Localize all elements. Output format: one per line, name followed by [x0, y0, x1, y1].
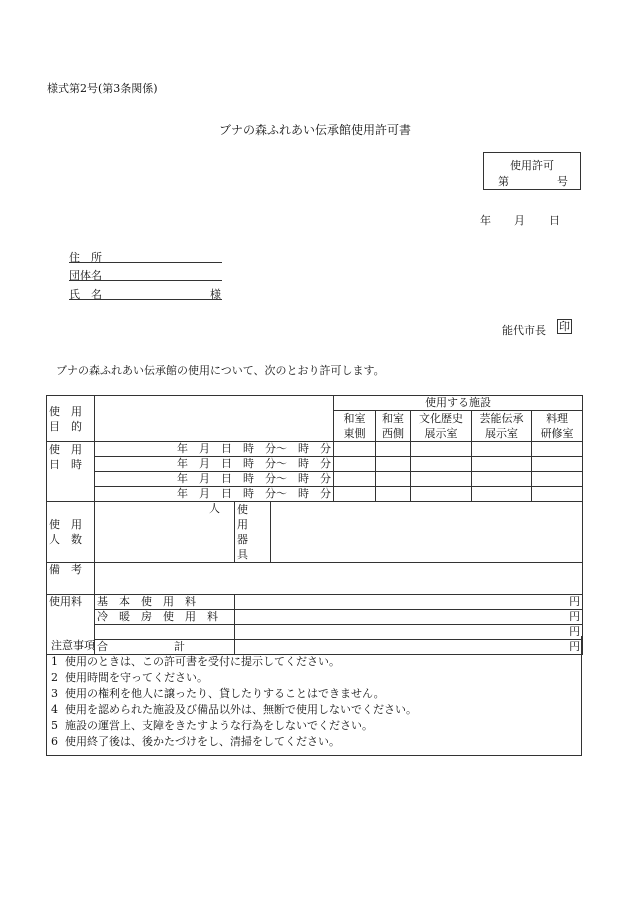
persons-unit: 人	[209, 502, 220, 515]
total-label: 合 計	[95, 640, 235, 655]
facility-check[interactable]	[411, 442, 472, 457]
note-item: 3 使用の権利を他人に譲ったり、貸したりすることはできません。	[51, 687, 385, 700]
permit-label: 使用許可	[510, 159, 554, 172]
facility-check[interactable]	[532, 472, 583, 487]
name-label: 氏 名	[69, 288, 102, 301]
facility-check[interactable]	[472, 472, 532, 487]
group-label: 団体名	[69, 269, 102, 282]
facility-check[interactable]	[376, 472, 411, 487]
purpose-label: 使 用 目 的	[47, 396, 95, 442]
facility-check[interactable]	[532, 442, 583, 457]
facility-header: 芸能伝承 展示室	[472, 411, 532, 442]
address-field[interactable]	[69, 262, 222, 263]
fee-label: 使用料	[47, 595, 95, 655]
note-item: 2 使用時間を守ってください。	[51, 671, 208, 684]
address-label: 住 所	[69, 251, 102, 264]
hvac-fee-field[interactable]: 円	[235, 610, 583, 625]
facility-check[interactable]	[334, 487, 376, 502]
facility-check[interactable]	[411, 472, 472, 487]
document-title: ブナの森ふれあい伝承館使用許可書	[218, 123, 411, 137]
persons-field[interactable]	[95, 502, 235, 563]
remarks-label: 備 考	[47, 563, 95, 595]
purpose-field[interactable]	[95, 396, 334, 442]
seal-mark: 印	[559, 320, 570, 333]
date-month: 月	[514, 214, 525, 227]
issuer-title: 能代市長	[502, 324, 546, 337]
equipment-field[interactable]	[271, 502, 583, 563]
facility-header: 文化歴史 展示室	[411, 411, 472, 442]
datetime-label: 使 用 日 時	[47, 442, 95, 502]
persons-label: 使 用 人 数	[47, 502, 95, 563]
facility-check[interactable]	[472, 487, 532, 502]
facility-check[interactable]	[532, 457, 583, 472]
intro-text: ブナの森ふれあい伝承館の使用について、次のとおり許可します。	[56, 364, 385, 377]
facility-header: 和室 西側	[376, 411, 411, 442]
facility-check[interactable]	[472, 442, 532, 457]
date-day: 日	[549, 214, 560, 227]
basic-fee-field[interactable]: 円	[235, 595, 583, 610]
equipment-label: 使 用 器 具	[235, 502, 271, 563]
facility-check[interactable]	[334, 472, 376, 487]
note-item: 6 使用終了後は、後かたづけをし、清掃をしてください。	[51, 735, 340, 748]
facility-check[interactable]	[334, 442, 376, 457]
hvac-fee-label: 冷 暖 房 使 用 料	[95, 610, 235, 625]
facility-check[interactable]	[376, 487, 411, 502]
notes-title: 注意事項	[51, 639, 95, 652]
notes-section	[46, 636, 582, 756]
facility-header: 料理 研修室	[532, 411, 583, 442]
note-item: 1 使用のときは、この許可書を受付に提示してください。	[51, 655, 340, 668]
permit-suffix: 号	[557, 175, 568, 188]
permit-prefix: 第	[498, 175, 509, 188]
facility-check[interactable]	[532, 487, 583, 502]
group-field[interactable]	[69, 280, 222, 281]
facility-check[interactable]	[472, 457, 532, 472]
datetime-row[interactable]: 年 月 日 時 分～ 時 分	[95, 472, 334, 487]
total-field[interactable]: 円	[235, 640, 583, 655]
extra-fee-field[interactable]: 円	[235, 625, 583, 640]
name-field[interactable]	[69, 299, 222, 300]
datetime-row[interactable]: 年 月 日 時 分～ 時 分	[95, 487, 334, 502]
remarks-field[interactable]	[95, 563, 583, 595]
facilities-header: 使用する施設	[334, 396, 583, 411]
honorific: 様	[210, 288, 221, 301]
datetime-row[interactable]: 年 月 日 時 分～ 時 分	[95, 457, 334, 472]
datetime-row[interactable]: 年 月 日 時 分～ 時 分	[95, 442, 334, 457]
date-year: 年	[480, 214, 491, 227]
facility-check[interactable]	[411, 457, 472, 472]
note-item: 5 施設の運営上、支障をきたすような行為をしないでください。	[51, 719, 373, 732]
facility-check[interactable]	[376, 442, 411, 457]
facility-header: 和室 東側	[334, 411, 376, 442]
facility-check[interactable]	[334, 457, 376, 472]
facility-check[interactable]	[376, 457, 411, 472]
note-item: 4 使用を認められた施設及び備品以外は、無断で使用しないでください。	[51, 703, 417, 716]
permit-table	[46, 395, 583, 655]
permit-number-box	[483, 152, 581, 190]
form-number: 様式第2号(第3条関係)	[47, 82, 158, 95]
facility-check[interactable]	[411, 487, 472, 502]
basic-fee-label: 基 本 使 用 料	[95, 595, 235, 610]
